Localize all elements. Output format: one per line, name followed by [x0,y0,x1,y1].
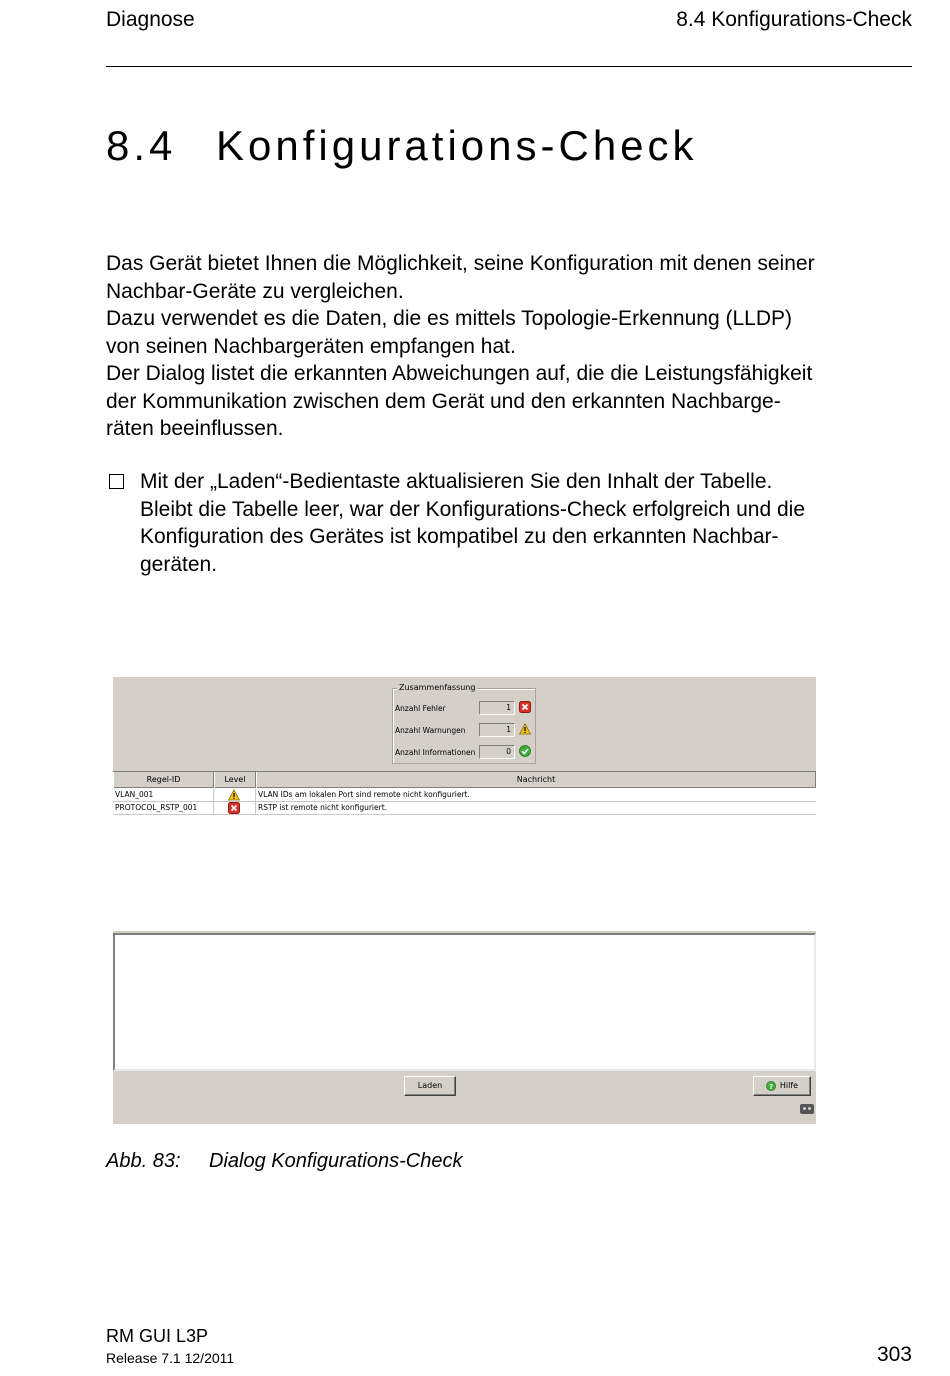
load-button[interactable]: Laden [404,1076,456,1096]
instruction-line: Bleibt die Tabelle leer, war der Konfigurations-Check erfolgreich und die [140,497,805,521]
table-row[interactable] [113,802,816,815]
help-icon [766,1081,776,1091]
warning-icon [228,789,240,801]
paragraph-line: der Kommunikation zwischen dem Gerät und den erkannten Nachbarge- [106,389,781,413]
message-cell: RSTP ist remote nicht konfiguriert. [258,803,388,812]
paragraph-line: Der Dialog listet die erkannten Abweichungen auf, die die Leistungsfähigkeit [106,362,813,385]
warning-count-field: 1 [479,723,515,737]
warning-icon [519,723,531,735]
ok-icon [519,745,531,757]
deviation-table [113,771,816,931]
summary-row-information [395,745,535,759]
error-icon [519,701,531,713]
paragraph-line: Nachbar-Geräte zu vergleichen. [106,279,404,303]
config-check-dialog [113,677,816,1124]
paragraph-line: Das Gerät bietet Ihnen die Möglichkeit, seine Konfiguration mit denen seiner [106,252,815,275]
running-header-chapter: 8.4 Konfigurations-Check [676,8,912,31]
footer-release: Release 7.1 12/2011 [106,1350,235,1366]
instruction-line: Konfiguration des Gerätes ist kompatibel zu den erkannten Nachbar- [140,525,779,548]
checkbox-bullet-icon [109,474,124,489]
page-number: 303 [876,1343,912,1366]
rule-id-cell: PROTOCOL_RSTP_001 [113,802,214,814]
level-cell [214,789,256,801]
information-count-field: 0 [479,745,515,759]
column-header-message[interactable]: Nachricht [256,772,816,788]
chapter-title: Konfigurations-Check [216,122,698,169]
summary-group [392,683,536,764]
summary-label: Anzahl Informationen [395,748,476,757]
footer-title: RM GUI L3P [106,1326,209,1346]
header-rule [106,66,912,67]
message-cell: VLAN IDs am lokalen Port sind remote nicht konfiguriert. [258,790,470,799]
summary-label: Anzahl Fehler [395,704,446,713]
help-button-label: Hilfe [779,1081,799,1090]
instruction-line: geräten. [140,552,218,576]
table-row[interactable] [113,789,816,802]
help-button[interactable] [753,1076,811,1096]
chapter-number: 8.4 [106,122,177,169]
column-header-rule-id[interactable]: Regel-ID [113,772,214,788]
rule-id-cell: VLAN_001 [113,789,214,801]
connection-status-icon [800,1104,814,1114]
chapter-heading [106,122,698,170]
summary-row-errors [395,701,535,715]
summary-legend: Zusammenfassung [399,683,476,692]
table-header [113,772,816,788]
detail-text-area[interactable] [113,933,816,1071]
paragraph-line: räten beeinflussen. [106,417,284,440]
summary-row-warnings [395,723,535,737]
summary-label: Anzahl Warnungen [395,726,466,735]
figure-title: Dialog Konfigurations-Check [209,1150,463,1172]
instruction-item [106,468,805,578]
figure-caption [106,1150,462,1173]
column-header-level[interactable]: Level [214,772,256,788]
paragraph-line: Dazu verwendet es die Daten, die es mittels Topologie-Erkennung (LLDP) [106,307,792,330]
error-icon [228,802,240,814]
svg-text:?: ? [768,1082,774,1091]
running-header-section: Diagnose [106,8,195,31]
instruction-line: Mit der „Laden“-Bedientaste aktualisieren Sie den Inhalt der Tabelle. [140,470,773,493]
intro-paragraph [106,250,926,443]
paragraph-line: von seinen Nachbargeräten empfangen hat. [106,334,516,358]
level-cell [214,802,256,814]
error-count-field: 1 [479,701,515,715]
figure-number: Abb. 83: [106,1150,181,1172]
